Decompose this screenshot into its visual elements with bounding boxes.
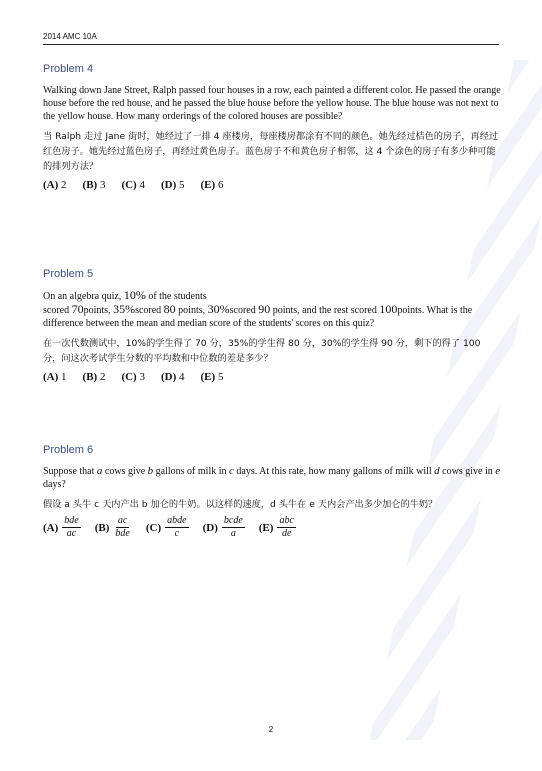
- problem-5-chinese: 在一次代数测试中，10%的学生得了 70 分，35%的学生得 80 分，30%的学生得 90 分，剩下的得了 100 分，问这次考试学生分数的平均数和中位数的差是多少？: [43, 338, 481, 364]
- choice-d: (D) 4: [160, 371, 185, 383]
- choice-c: (C) 4: [121, 179, 145, 191]
- page-header: [43, 32, 499, 45]
- choice-c: (C) 3: [121, 371, 145, 383]
- choice-e: (E) 6: [200, 179, 224, 191]
- choice-a: (A) 2: [43, 179, 67, 191]
- problem-4-chinese: 当 Ralph 走过 Jane 街时，她经过了一排 4 座楼房，每座楼房都涂有不同的颜色。她先经过桔色的房子，再经过红色房子。她先经过蓝色房子，再经过黄色房子。蓝色房子不和黄色房子相邻，这 4 个涂色的房子有多少种可能的排列方法？: [43, 131, 499, 172]
- problem-5-title: Problem 5: [43, 268, 94, 280]
- problem-6: [43, 444, 501, 540]
- problem-5: [43, 268, 501, 385]
- choice-a: (A) 1: [43, 371, 67, 383]
- fraction: $\frac{ac}{\text{bde}}$: [115, 515, 130, 539]
- choice-e: (E) $\frac{\text{abc}}{de}$: [258, 515, 294, 539]
- choice-b: (B) 2: [82, 371, 106, 383]
- problem-6-choices: [43, 515, 501, 540]
- fraction: $\frac{\text{bde}}{ac}$: [64, 515, 79, 539]
- page-number: 2: [268, 725, 274, 734]
- choice-b: (B) 3: [82, 179, 106, 191]
- fraction: $\frac{\text{abc}}{de}$: [279, 515, 294, 539]
- choice-a: (A) $\frac{\text{bde}}{ac}$: [43, 515, 79, 539]
- choice-c: (C) $\frac{\text{abde}}{c}$: [145, 515, 187, 539]
- choice-e: (E) 5: [200, 371, 224, 383]
- problem-6-english: Suppose that a cows give b gallons of milk in c days. At this rate, how many gallons of milk will d cows give in e days?: [43, 465, 501, 490]
- choice-d: (D) 5: [160, 179, 185, 191]
- fraction: $\frac{\text{abde}}{c}$: [167, 515, 187, 539]
- problem-5-choices: [43, 369, 501, 385]
- choice-d: (D) $\frac{\text{bcde}}{a}$: [202, 515, 243, 539]
- problem-4-title: Problem 4: [43, 63, 94, 75]
- fraction: $\frac{\text{bcde}}{a}$: [223, 515, 243, 539]
- problem-4: [43, 63, 501, 193]
- header-text: 2014 AMC 10A: [43, 32, 97, 41]
- problem-5-english: On an algebra quiz, 10% of the students scored 70points, 35%scored 80 points, 30%scored 90 points, and the rest scored 100points. What is the difference between the mean and median score of the students' scores on this quiz?: [43, 288, 473, 329]
- choice-b: (B) $\frac{ac}{\text{bde}}$: [94, 515, 130, 539]
- problem-6-chinese: 假设 a 头牛 c 天内产出 b 加仑的牛奶。以这样的速度，d 头牛在 e 天内会产出多少加仑的牛奶？: [43, 499, 438, 510]
- problem-4-choices: [43, 177, 501, 193]
- problem-6-title: Problem 6: [43, 444, 94, 456]
- problem-4-english: Walking down Jane Street, Ralph passed four houses in a row, each painted a different color. He passed the orange house before the red house, and he passed the blue house before the yellow house. The blue house was not next to the yellow house. How many orderings of the colored houses are possible?: [43, 85, 501, 122]
